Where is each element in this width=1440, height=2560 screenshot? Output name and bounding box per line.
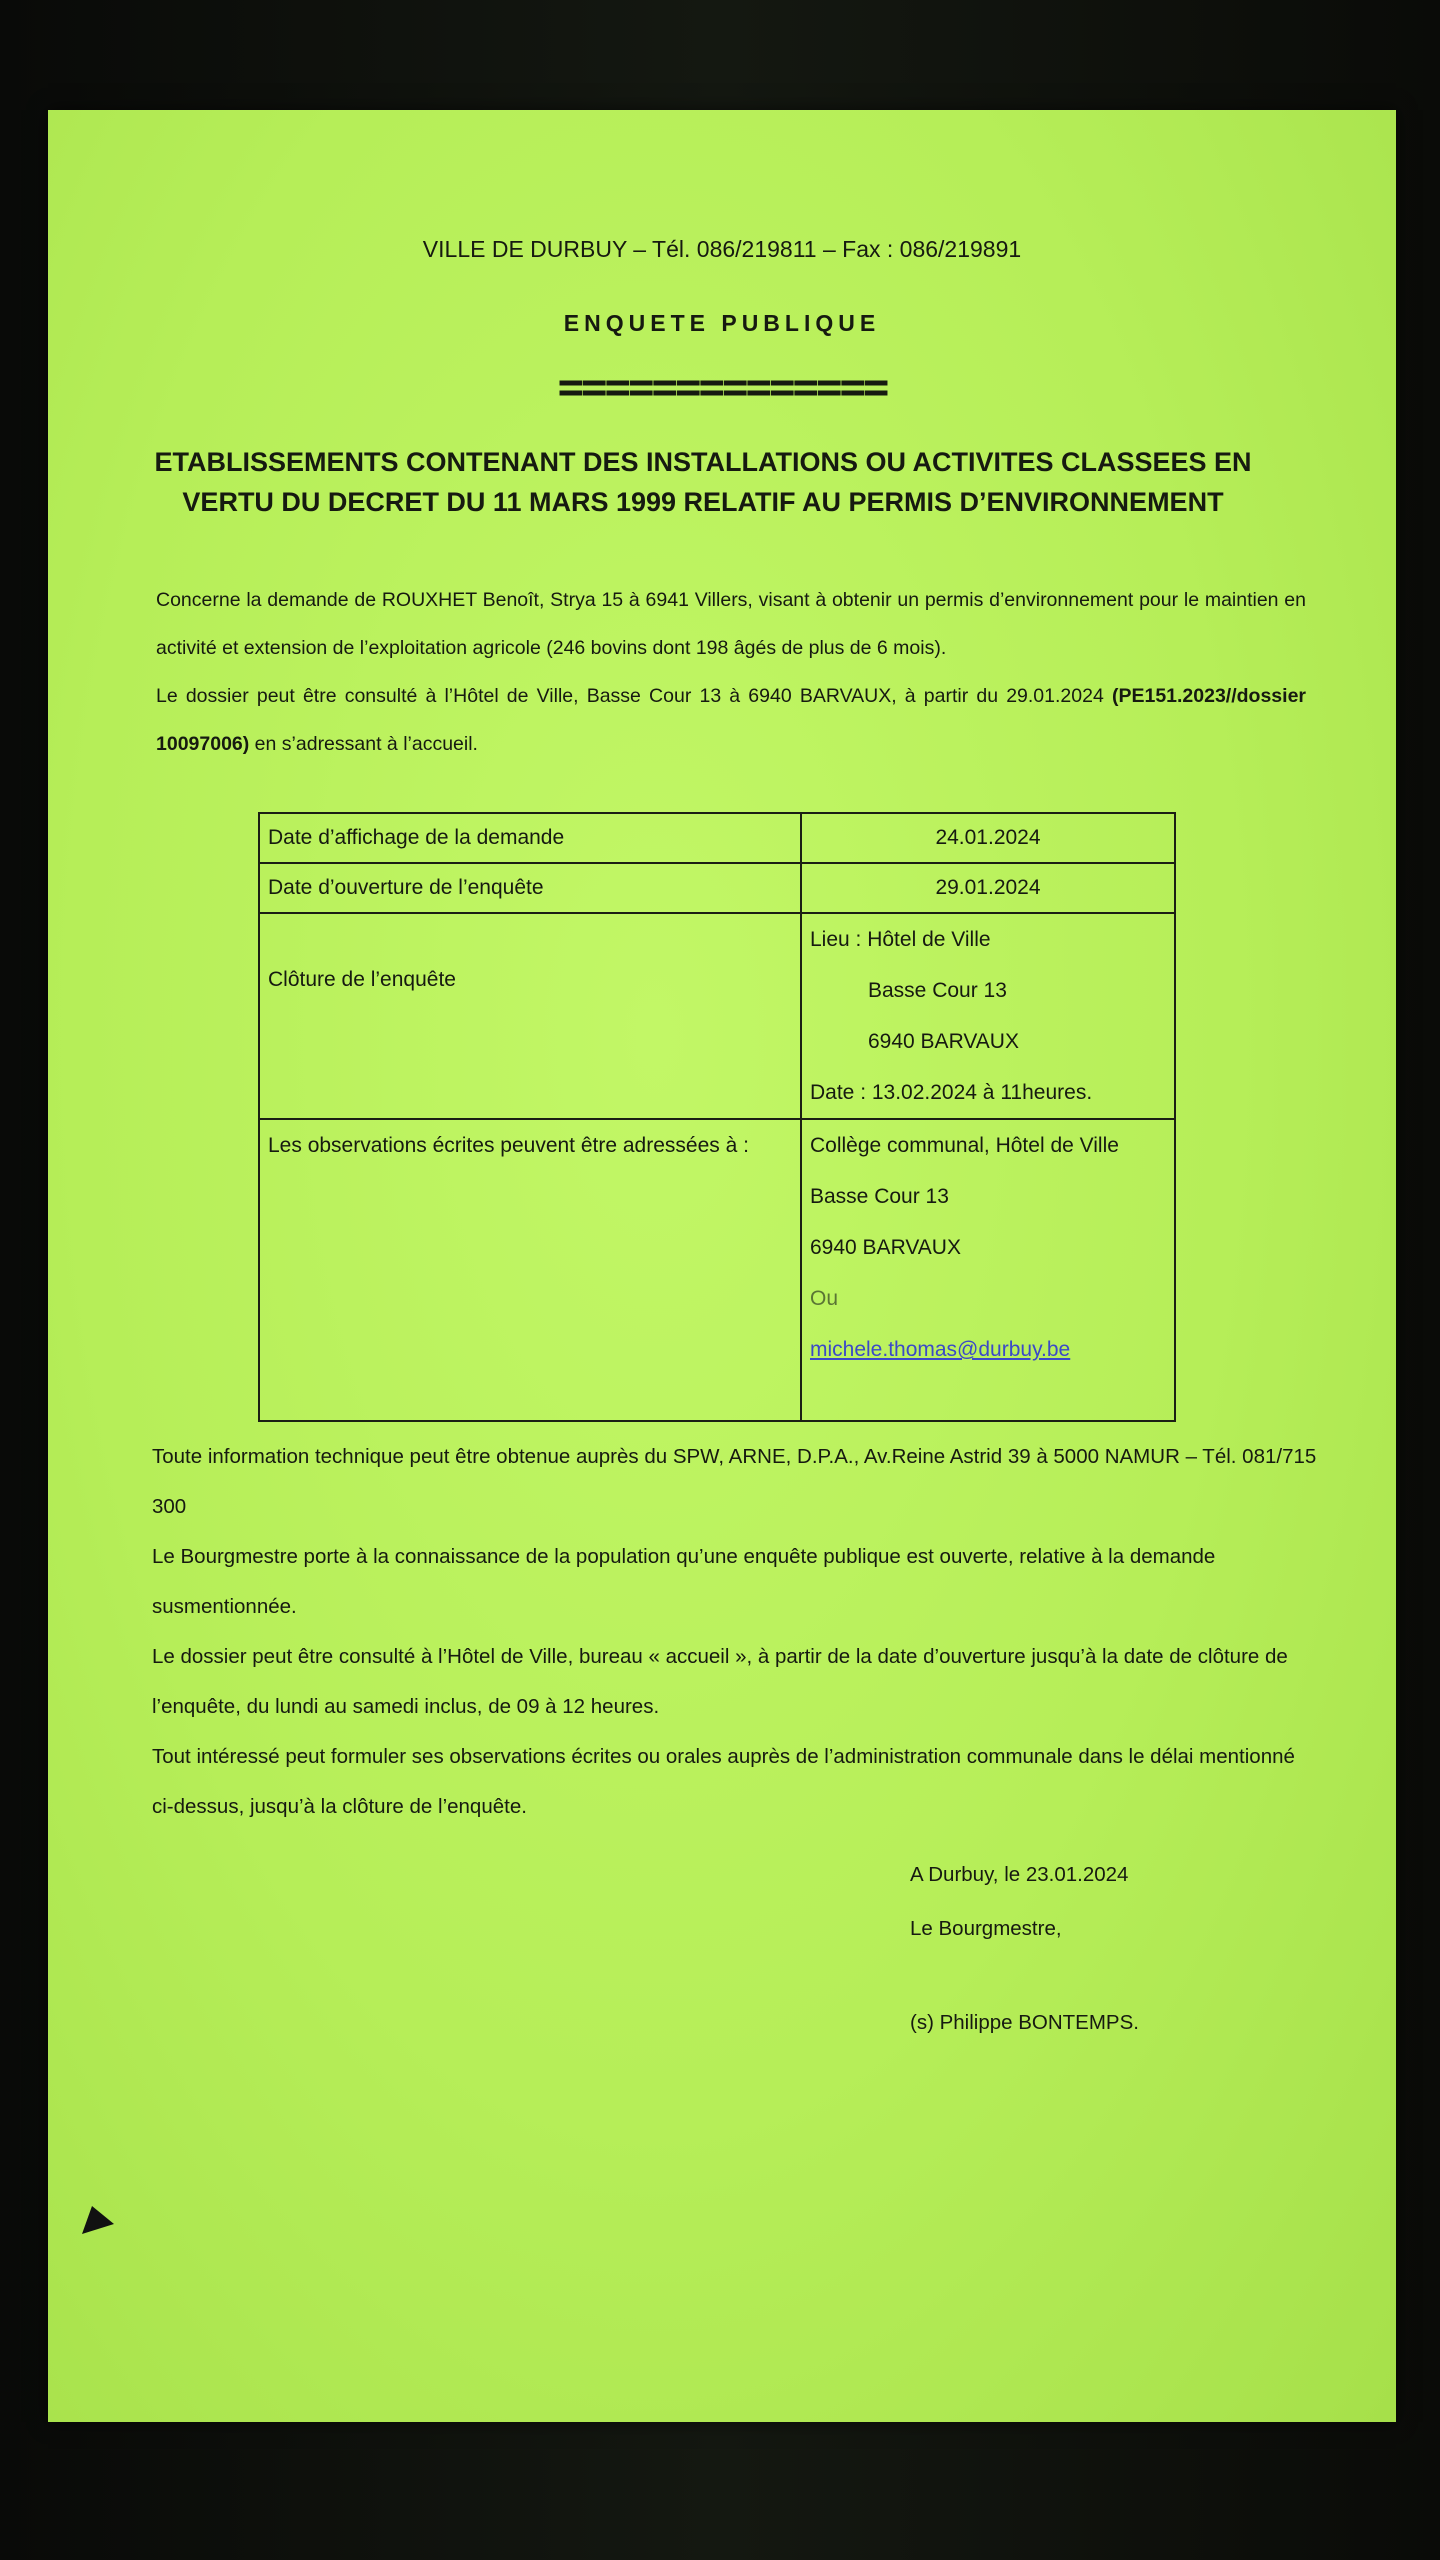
signatory-role: Le Bourgmestre, (910, 1917, 1062, 1940)
request-paragraph: Concerne la demande de ROUXHET Benoît, Strya 15 à 6941 Villers, visant à obtenir un permis d’environnement pour le maintien en activité et extension de l’exploitation agricole (246 bovins dont 198 âgés de plus de 6 mois). (156, 589, 1306, 659)
display-date-label: Date d’affichage de la demande (259, 813, 801, 863)
page-title (148, 442, 1258, 522)
table-row (259, 1119, 1175, 1421)
schedule-table (258, 812, 1176, 1422)
mayor-notice-paragraph: Le Bourgmestre porte à la connaissance de la population qu’une enquête publique est ouverte, relative à la demande susmentionnée. (152, 1545, 1216, 1618)
signatory-name: (s) Philippe BONTEMPS. (910, 2011, 1139, 2034)
closing-street: Basse Cour 13 (868, 979, 1007, 1002)
display-date-value: 24.01.2024 (801, 813, 1175, 863)
technical-info-paragraph: Toute information technique peut être obtenue auprès du SPW, ARNE, D.P.A., Av.Reine Astrid 39 à 5000 NAMUR – Tél. 081/715 300 (152, 1445, 1317, 1518)
dossier-prefix: Le dossier peut être consulté à l’Hôtel de Ville, Basse Cour 13 à 6940 BARVAUX, à partir du 29.01.2024 (156, 685, 1104, 707)
closing-date: Date : 13.02.2024 à 11heures. (810, 1081, 1093, 1104)
closing-cell (259, 913, 801, 1119)
signature-block (910, 1848, 1139, 2050)
closing-city: 6940 BARVAUX (868, 1030, 1019, 1053)
dossier-paragraph (156, 672, 1306, 768)
observations-details (801, 1119, 1175, 1421)
cursor-arrow-icon (78, 2200, 118, 2240)
observations-cell (259, 1119, 801, 1421)
contact-line: VILLE DE DURBUY – Tél. 086/219811 – Fax : 086/219891 (422, 236, 1022, 262)
opening-date-label: Date d’ouverture de l’enquête (259, 863, 801, 913)
closing-label: Clôture de l’enquête (268, 968, 456, 991)
intro-paragraphs (156, 576, 1306, 768)
place-date: A Durbuy, le 23.01.2024 (910, 1863, 1129, 1886)
observations-paragraph: Tout intéressé peut formuler ses observations écrites ou orales auprès de l’administration communale dans le délai mentionné ci-dessus, jusqu’à la clôture de l’enquête. (152, 1745, 1295, 1818)
table-row (259, 913, 1175, 1119)
observations-label: Les observations écrites peuvent être adressées à : (268, 1134, 749, 1157)
notice-body (152, 1432, 1322, 1832)
separator-rule: ============== (557, 362, 887, 413)
observations-street: Basse Cour 13 (810, 1185, 949, 1208)
dossier-suffix: en s’adressant à l’accueil. (249, 733, 478, 755)
table-row (259, 863, 1175, 913)
observations-city: 6940 BARVAUX (810, 1236, 961, 1259)
notice-paper (48, 110, 1396, 2422)
observations-email-row (810, 1324, 1166, 1375)
observations-or: Ou (810, 1287, 839, 1310)
observations-addressee: Collège communal, Hôtel de Ville (810, 1134, 1119, 1157)
consultation-paragraph: Le dossier peut être consulté à l’Hôtel de Ville, bureau « accueil », à partir de la date d’ouverture jusqu’à la date de clôture de l’enquête, du lundi au samedi inclus, de 09 à 12 heures. (152, 1645, 1288, 1718)
table-row (259, 813, 1175, 863)
title-line-2: VERTU DU DECRET DU 11 MARS 1999 RELATIF AU PERMIS D’ENVIRONNEMENT (182, 487, 1224, 517)
title-line-1: ETABLISSEMENTS CONTENANT DES INSTALLATIONS OU ACTIVITES CLASSEES EN (154, 447, 1252, 477)
section-title: ENQUETE PUBLIQUE (563, 310, 881, 336)
closing-place: Lieu : Hôtel de Ville (810, 928, 991, 951)
email-link[interactable]: michele.thomas@durbuy.be (810, 1338, 1071, 1361)
closing-details (801, 913, 1175, 1119)
dossier-reference: (PE151.2023//dossier 10097006) (156, 685, 1307, 755)
opening-date-value: 29.01.2024 (801, 863, 1175, 913)
